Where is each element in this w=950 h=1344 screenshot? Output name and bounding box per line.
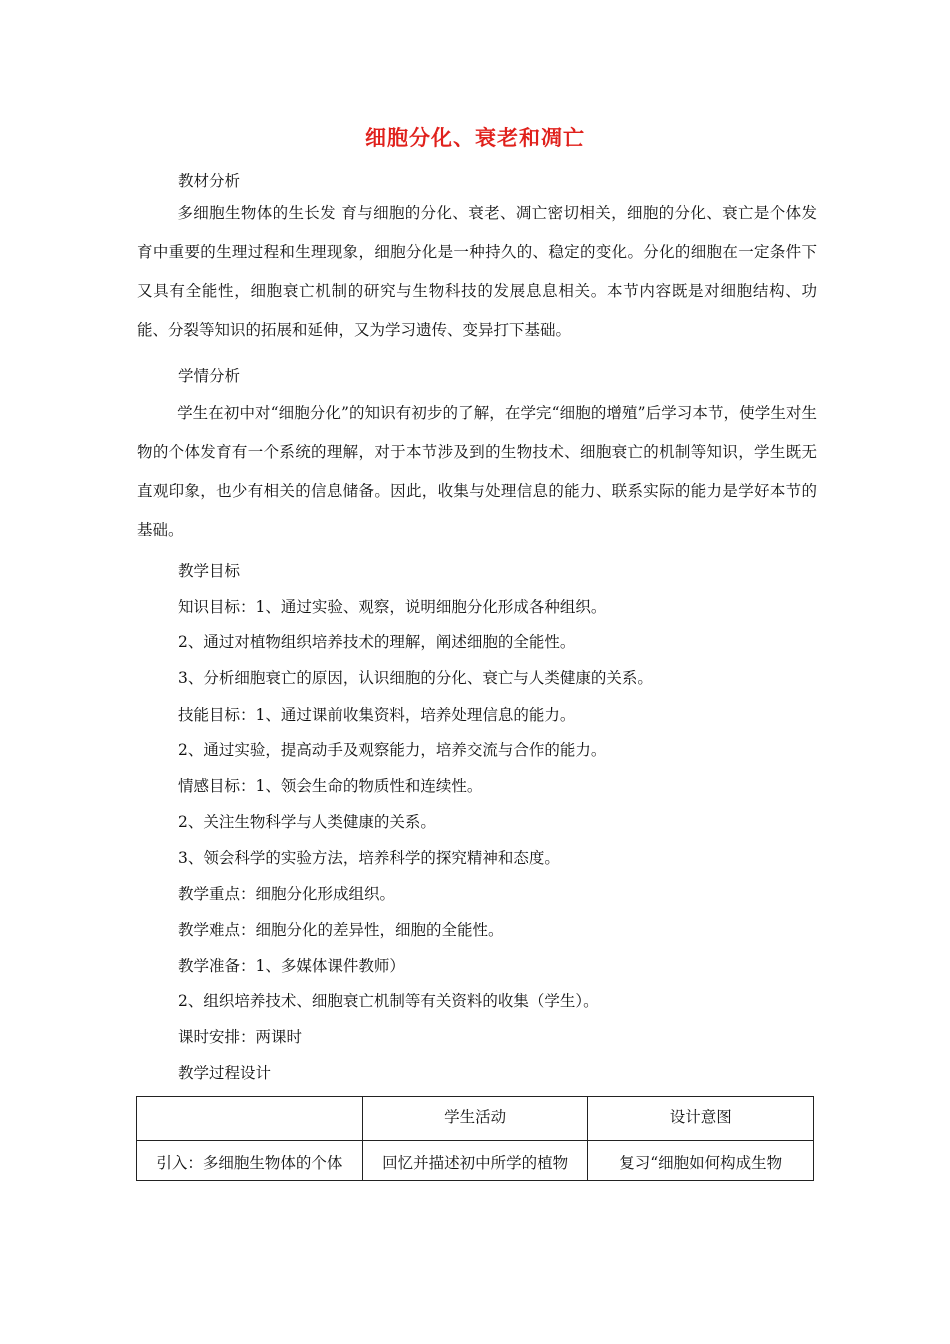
emotion-goal-2: 2、关注生物科学与人类健康的关系。 [178, 813, 436, 831]
table-header-cell: 学生活动 [362, 1097, 588, 1141]
teaching-preparation-2: 2、组织培养技术、细胞衰亡机制等有关资料的收集（学生）。 [178, 992, 599, 1010]
student-heading: 学情分析 [178, 367, 241, 385]
knowledge-goal-1: 知识目标：1、通过实验、观察，说明细胞分化形成各种组织。 [178, 598, 607, 616]
knowledge-goal-2: 2、通过对植物组织培养技术的理解，阐述细胞的全能性。 [178, 633, 576, 651]
table-header-cell [137, 1097, 363, 1141]
student-paragraph [137, 394, 817, 550]
material-heading: 教材分析 [178, 172, 241, 190]
table-cell: 回忆并描述初中所学的植物 [362, 1141, 588, 1181]
teaching-focus: 教学重点：细胞分化形成组织。 [178, 885, 396, 903]
table-row [137, 1141, 814, 1181]
skill-goal-1: 技能目标：1、通过课前收集资料，培养处理信息的能力。 [178, 706, 576, 724]
table-header-cell: 设计意图 [588, 1097, 814, 1141]
process-table [136, 1096, 814, 1181]
class-hours: 课时安排：两课时 [178, 1028, 303, 1046]
table-cell: 引入：多细胞生物体的个体 [137, 1141, 363, 1181]
material-text: 多细胞生物体的生长发 育与细胞的分化、衰老、凋亡密切相关，细胞的分化、衰亡是个体发育中重要的生理过程和生理现象，细胞分化是一种持久的、稳定的变化。分化的细胞在一定条件下又具有全能性，细胞衰亡机制的研究与生物科技的发展息息相关。本节内容既是对细胞结构、功能、分裂等知识的拓展和延伸，又为学习遗传、变异打下基础。 [137, 204, 817, 339]
emotion-goal-3: 3、领会科学的实验方法，培养科学的探究精神和态度。 [178, 849, 560, 867]
skill-goal-2: 2、通过实验，提高动手及观察能力，培养交流与合作的能力。 [178, 741, 607, 759]
student-text: 学生在初中对“细胞分化”的知识有初步的了解，在学完“细胞的增殖”后学习本节，使学生对生物的个体发育有一个系统的理解，对于本节涉及到的生物技术、细胞衰亡的机制等知识，学生既无直观印象，也少有相关的信息储备。因此，收集与处理信息的能力、联系实际的能力是学好本节的基础。 [137, 404, 817, 539]
teaching-preparation-1: 教学准备：1、多媒体课件教师） [178, 957, 405, 975]
page-title: 细胞分化、衰老和凋亡 [365, 125, 585, 150]
material-paragraph [137, 194, 817, 350]
knowledge-goal-3: 3、分析细胞衰亡的原因，认识细胞的分化、衰亡与人类健康的关系。 [178, 669, 653, 687]
table-cell: 复习“细胞如何构成生物 [588, 1141, 814, 1181]
goals-heading: 教学目标 [178, 562, 241, 580]
emotion-goal-1: 情感目标：1、领会生命的物质性和连续性。 [178, 777, 483, 795]
teaching-difficulty: 教学难点：细胞分化的差异性，细胞的全能性。 [178, 921, 504, 939]
process-design-heading: 教学过程设计 [178, 1064, 272, 1082]
table-header-row [137, 1097, 814, 1141]
